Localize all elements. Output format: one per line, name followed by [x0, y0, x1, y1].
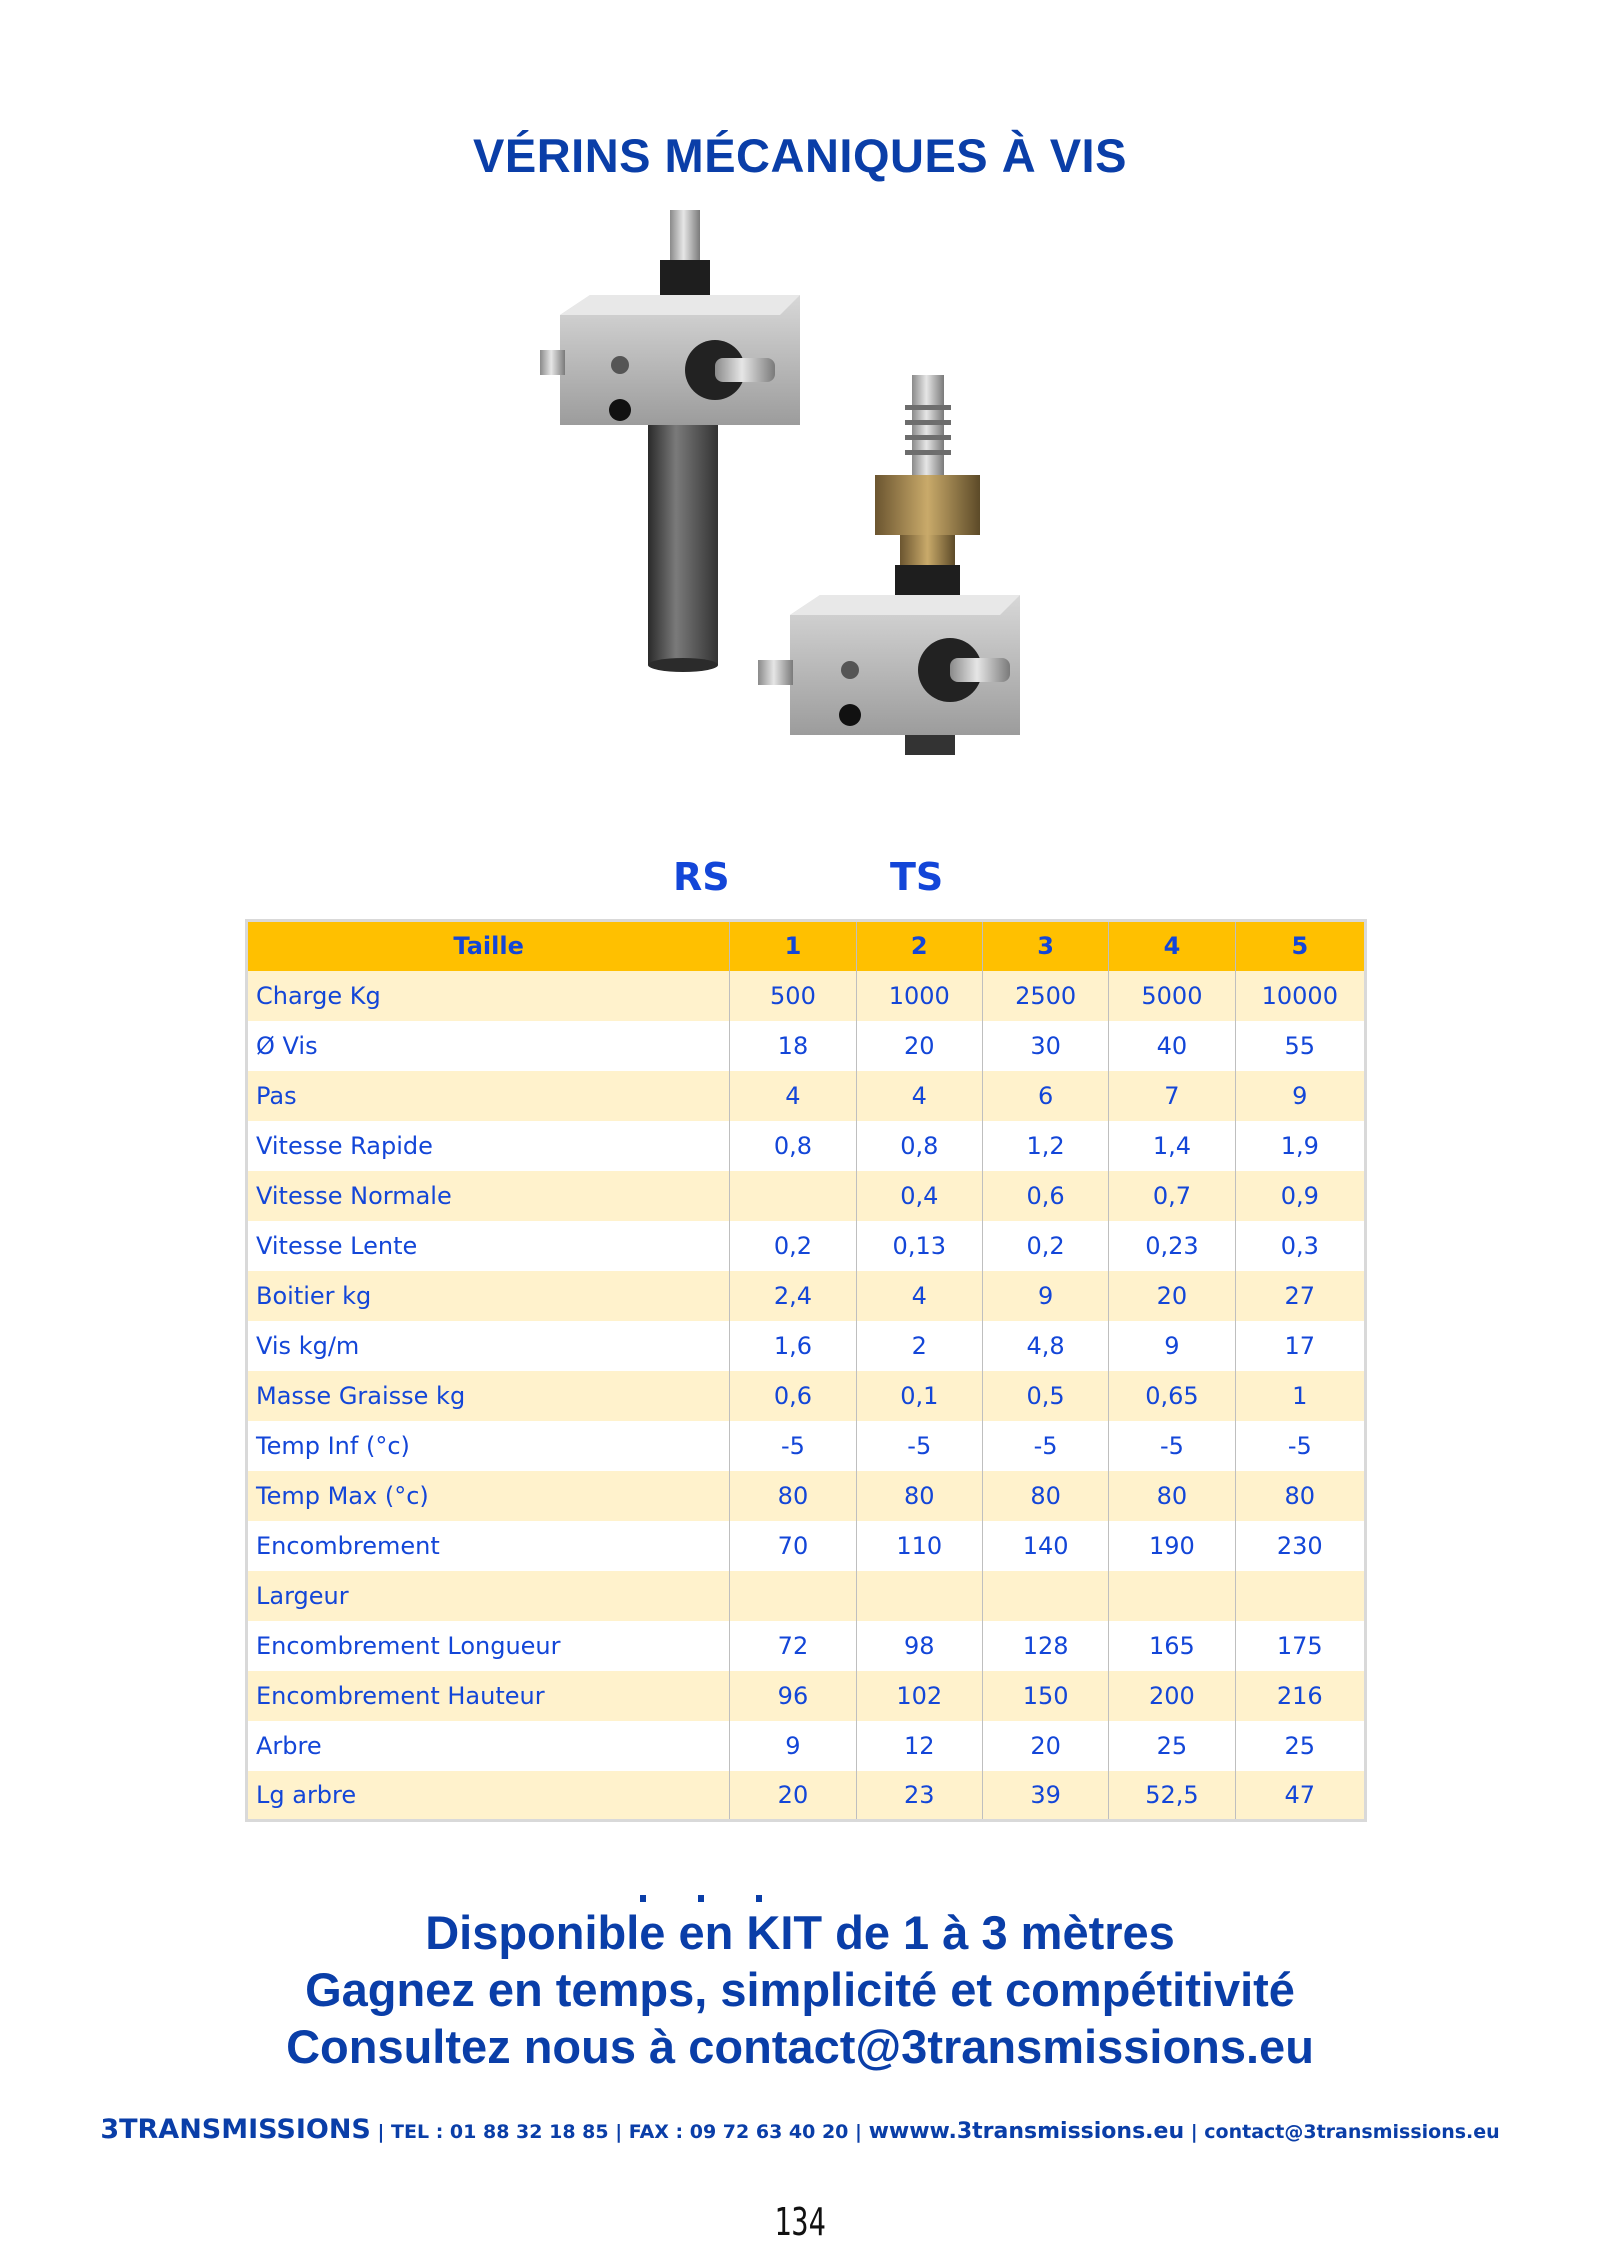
table-row	[247, 1121, 1366, 1171]
table-cell: 4	[856, 1271, 982, 1321]
table-cell: 55	[1235, 1021, 1365, 1071]
table-cell: 140	[982, 1521, 1108, 1571]
table-cell: 216	[1235, 1671, 1365, 1721]
table-cell: 0,2	[730, 1221, 856, 1271]
series-label-rs: RS	[673, 855, 730, 899]
table-cell: 200	[1109, 1671, 1235, 1721]
row-label: Encombrement	[247, 1521, 730, 1571]
table-row	[247, 1221, 1366, 1271]
table-cell	[1109, 1571, 1235, 1621]
table-cell: -5	[1235, 1421, 1365, 1471]
table-row	[247, 1321, 1366, 1371]
table-row	[247, 1071, 1366, 1121]
row-label: Temp Max (°c)	[247, 1471, 730, 1521]
row-label: Vitesse Lente	[247, 1221, 730, 1271]
table-cell: 23	[856, 1771, 982, 1821]
table-cell	[982, 1571, 1108, 1621]
table-cell: 25	[1235, 1721, 1365, 1771]
table-cell: 10000	[1235, 971, 1365, 1021]
page-title: VÉRINS MÉCANIQUES À VIS	[473, 129, 1127, 182]
clipped-text-fragment	[640, 1892, 820, 1902]
table-cell: 175	[1235, 1621, 1365, 1671]
table-cell: 0,5	[982, 1371, 1108, 1421]
table-cell: 500	[730, 971, 856, 1021]
table-cell: 5000	[1109, 971, 1235, 1021]
table-cell: 9	[982, 1271, 1108, 1321]
table-header-cell: 5	[1235, 921, 1365, 971]
table-cell: 80	[982, 1471, 1108, 1521]
table-cell: 0,8	[856, 1121, 982, 1171]
table-cell: 18	[730, 1021, 856, 1071]
table-cell: 0,1	[856, 1371, 982, 1421]
table-row	[247, 1771, 1366, 1821]
table-cell: 47	[1235, 1771, 1365, 1821]
table-header-row	[247, 921, 1366, 971]
table-cell: 2,4	[730, 1271, 856, 1321]
table-cell: 72	[730, 1621, 856, 1671]
table-cell	[856, 1571, 982, 1621]
table-header-cell: Taille	[247, 921, 730, 971]
table-row	[247, 1571, 1366, 1621]
table-cell: 1,6	[730, 1321, 856, 1371]
row-label: Pas	[247, 1071, 730, 1121]
table-cell: 1,2	[982, 1121, 1108, 1171]
table-row	[247, 1671, 1366, 1721]
row-label: Ø Vis	[247, 1021, 730, 1071]
table-cell	[730, 1171, 856, 1221]
table-cell: 70	[730, 1521, 856, 1571]
table-header-cell: 3	[982, 921, 1108, 971]
table-cell: 0,9	[1235, 1171, 1365, 1221]
table-cell: 230	[1235, 1521, 1365, 1571]
table-header-cell: 1	[730, 921, 856, 971]
table-cell: 7	[1109, 1071, 1235, 1121]
table-cell: 0,2	[982, 1221, 1108, 1271]
table-cell: 0,8	[730, 1121, 856, 1171]
table-cell: 6	[982, 1071, 1108, 1121]
row-label: Encombrement Hauteur	[247, 1671, 730, 1721]
table-cell: 0,6	[982, 1171, 1108, 1221]
table-cell: 4,8	[982, 1321, 1108, 1371]
table-row	[247, 1271, 1366, 1321]
table-cell: 9	[1235, 1071, 1365, 1121]
table-cell: 17	[1235, 1321, 1365, 1371]
table-cell	[1235, 1571, 1365, 1621]
table-cell: 80	[1109, 1471, 1235, 1521]
table-cell: 0,65	[1109, 1371, 1235, 1421]
table-cell: 20	[1109, 1271, 1235, 1321]
table-cell: 80	[730, 1471, 856, 1521]
table-cell: 2500	[982, 971, 1108, 1021]
table-cell: 1	[1235, 1371, 1365, 1421]
jack-ts-illustration	[758, 375, 1020, 755]
table-cell: 27	[1235, 1271, 1365, 1321]
table-cell: 0,7	[1109, 1171, 1235, 1221]
table-cell: 98	[856, 1621, 982, 1671]
row-label: Boitier kg	[247, 1271, 730, 1321]
jack-rs-illustration	[540, 210, 800, 672]
table-cell: 20	[982, 1721, 1108, 1771]
promo-line-contact: Consultez nous à contact@3transmissions.eu	[286, 2020, 1314, 2073]
table-cell: 80	[856, 1471, 982, 1521]
table-header-cell: 4	[1109, 921, 1235, 971]
promo-line-benefits: Gagnez en temps, simplicité et compétitivité	[305, 1963, 1295, 2016]
table-cell: 9	[1109, 1321, 1235, 1371]
table-cell: 0,13	[856, 1221, 982, 1271]
table-cell: 1,4	[1109, 1121, 1235, 1171]
table-cell: 30	[982, 1021, 1108, 1071]
table-cell: 0,6	[730, 1371, 856, 1421]
table-row	[247, 1521, 1366, 1571]
table-cell: 190	[1109, 1521, 1235, 1571]
table-cell: 20	[856, 1021, 982, 1071]
promo-line-kit: Disponible en KIT de 1 à 3 mètres	[425, 1906, 1175, 1959]
row-label: Lg arbre	[247, 1771, 730, 1821]
table-cell: 80	[1235, 1471, 1365, 1521]
series-label-ts: TS	[890, 855, 944, 899]
table-cell: 52,5	[1109, 1771, 1235, 1821]
table-row	[247, 1421, 1366, 1471]
specifications-table	[245, 919, 1367, 1822]
table-cell: 4	[856, 1071, 982, 1121]
table-cell: 1,9	[1235, 1121, 1365, 1171]
row-label: Vitesse Normale	[247, 1171, 730, 1221]
footer	[0, 2114, 1600, 2145]
table-cell: 39	[982, 1771, 1108, 1821]
table-cell: 1000	[856, 971, 982, 1021]
table-cell: -5	[982, 1421, 1108, 1471]
row-label: Arbre	[247, 1721, 730, 1771]
row-label: Masse Graisse kg	[247, 1371, 730, 1421]
table-cell: 9	[730, 1721, 856, 1771]
table-cell: 110	[856, 1521, 982, 1571]
table-cell: 12	[856, 1721, 982, 1771]
table-row	[247, 1621, 1366, 1671]
table-row	[247, 1471, 1366, 1521]
footer-phone-fax: | TEL : 01 88 32 18 85 | FAX : 09 72 63 40 20 |	[370, 2121, 869, 2143]
table-row	[247, 1721, 1366, 1771]
table-cell	[730, 1571, 856, 1621]
table-row	[247, 1371, 1366, 1421]
table-cell: 150	[982, 1671, 1108, 1721]
row-label: Largeur	[247, 1571, 730, 1621]
product-illustration	[500, 195, 1120, 810]
table-cell: 128	[982, 1621, 1108, 1671]
table-cell: -5	[730, 1421, 856, 1471]
table-cell: 165	[1109, 1621, 1235, 1671]
table-cell: 25	[1109, 1721, 1235, 1771]
table-cell: 4	[730, 1071, 856, 1121]
table-row	[247, 971, 1366, 1021]
table-row	[247, 1171, 1366, 1221]
row-label: Temp Inf (°c)	[247, 1421, 730, 1471]
row-label: Charge Kg	[247, 971, 730, 1021]
table-cell: 0,4	[856, 1171, 982, 1221]
row-label: Vis kg/m	[247, 1321, 730, 1371]
page-number: 134	[774, 2200, 826, 2244]
table-cell: 2	[856, 1321, 982, 1371]
table-cell: 102	[856, 1671, 982, 1721]
footer-website-link[interactable]: wwww.3transmissions.eu	[868, 2119, 1185, 2144]
table-cell: -5	[1109, 1421, 1235, 1471]
table-cell: -5	[856, 1421, 982, 1471]
table-cell: 40	[1109, 1021, 1235, 1071]
footer-separator: |	[1184, 2121, 1205, 2143]
row-label: Encombrement Longueur	[247, 1621, 730, 1671]
table-cell: 96	[730, 1671, 856, 1721]
table-cell: 0,3	[1235, 1221, 1365, 1271]
row-label: Vitesse Rapide	[247, 1121, 730, 1171]
table-header-cell: 2	[856, 921, 982, 971]
table-cell: 20	[730, 1771, 856, 1821]
footer-email-link[interactable]: contact@3transmissions.eu	[1204, 2121, 1500, 2143]
table-cell: 0,23	[1109, 1221, 1235, 1271]
table-row	[247, 1021, 1366, 1071]
footer-brand: 3TRANSMISSIONS	[100, 2114, 371, 2145]
